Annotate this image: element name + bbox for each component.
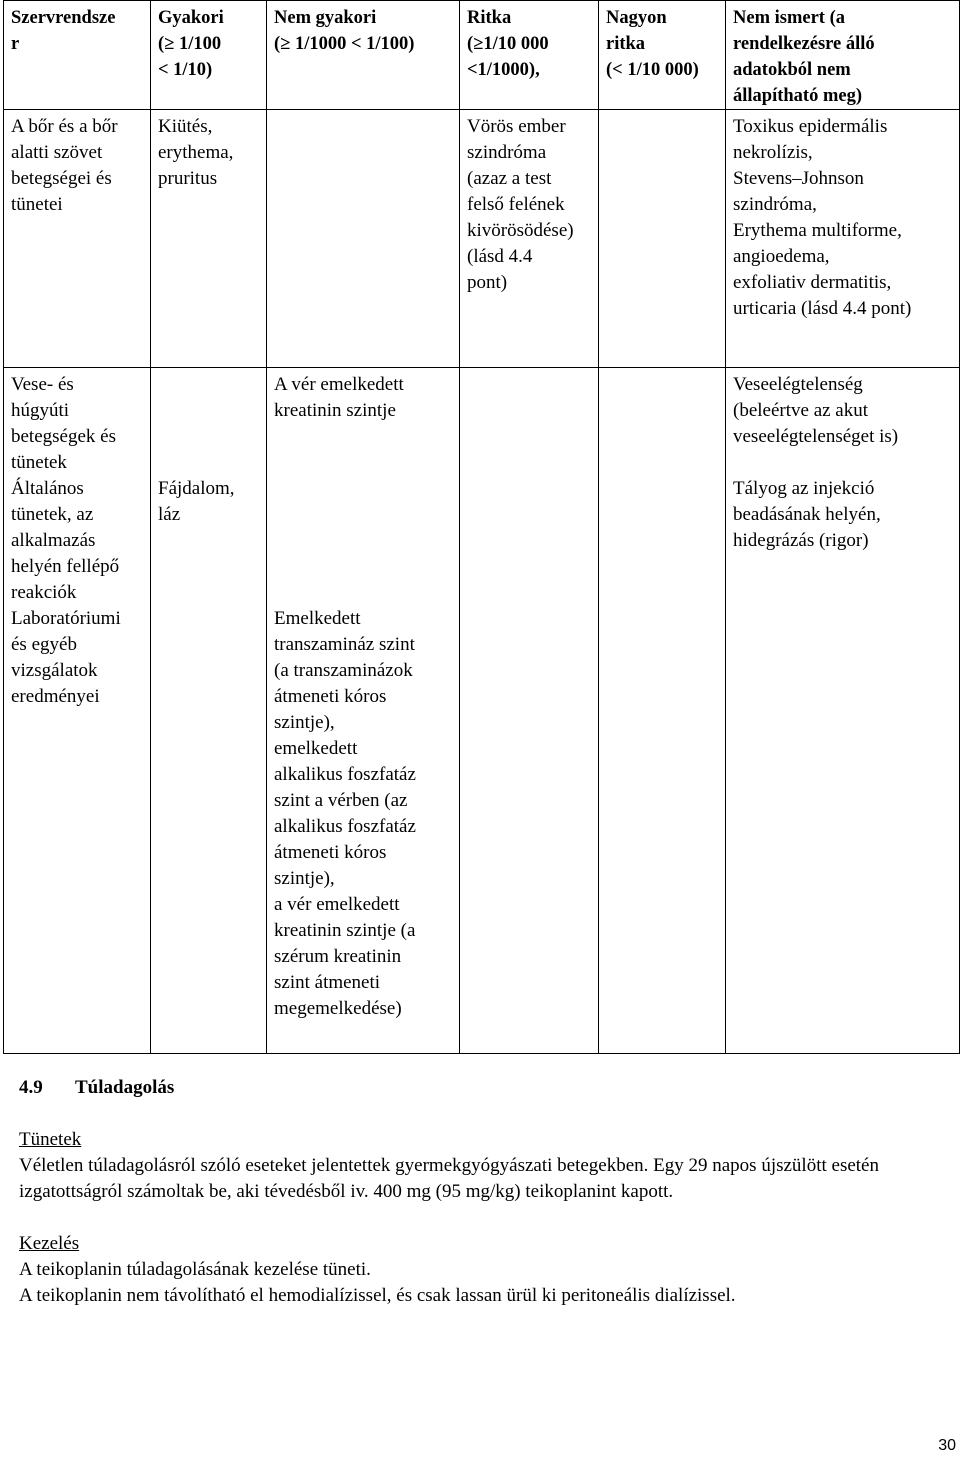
cell-rare bbox=[460, 368, 599, 1054]
cell-common bbox=[151, 368, 267, 1054]
symptoms-text: Véletlen túladagolásról szóló eseteket jelentettek gyermekgyógyászati betegekben. Egy 29 napos újszülött esetén izgatottságról számoltak be, aki tévedésből iv. 400 mg (95 mg/kg) teikoplanint kapott. bbox=[19, 1155, 879, 1202]
header-very-rare: Nagyon ritka (< 1/10 000) bbox=[599, 1, 726, 110]
uncommon-laboratory: Emelkedett transzamináz szint (a transzaminázok átmeneti kóros szintje), emelkedett alkalikus foszfatáz szint a vérben (az alkalikus foszfatáz átmeneti kóros szintje), a vér emelkedett kreatinin szintje (a szérum kreatinin szint átmeneti megemelkedése) bbox=[274, 608, 416, 1019]
symptoms-heading: Tünetek bbox=[19, 1129, 82, 1150]
cell-uncommon bbox=[267, 368, 460, 1054]
treatment-line-2: A teikoplanin nem távolítható el hemodialízissel, és csak lassan ürül ki peritoneális dialízissel. bbox=[19, 1285, 736, 1306]
cell-unknown: Toxikus epidermális nekrolízis, Stevens–Johnson szindróma, Erythema multiforme, angioedema, exfoliativ dermatitis, urticaria (lásd 4.4 pont) bbox=[726, 110, 960, 368]
organ-laboratory: Laboratóriumi és egyéb vizsgálatok eredményei bbox=[11, 608, 121, 707]
organ-general: Általános tünetek, az alkalmazás helyén fellépő reakciók bbox=[11, 478, 120, 603]
treatment-line-1: A teikoplanin túladagolásának kezelése tüneti. bbox=[19, 1259, 371, 1280]
header-uncommon: Nem gyakori (≥ 1/1000 < 1/100) bbox=[267, 1, 460, 110]
cell-uncommon bbox=[267, 110, 460, 368]
header-organ-class: Szervrendsze r bbox=[4, 1, 151, 110]
organ-renal: Vese- és húgyúti betegségek és tünetek bbox=[11, 374, 116, 473]
section-number: 4.9 bbox=[19, 1077, 43, 1098]
cell-very-rare bbox=[599, 110, 726, 368]
overdose-section bbox=[19, 1075, 939, 1309]
cell-unknown bbox=[726, 368, 960, 1054]
adverse-reactions-table bbox=[3, 0, 960, 1054]
section-heading bbox=[19, 1075, 939, 1101]
common-general: Fájdalom, láz bbox=[158, 478, 235, 525]
cell-very-rare bbox=[599, 368, 726, 1054]
adverse-reactions-table-container bbox=[3, 0, 959, 1049]
unknown-renal: Veseelégtelenség (beleértve az akut veseelégtelenséget is) bbox=[733, 374, 899, 447]
header-rare: Ritka (≥1/10 000 <1/1000), bbox=[460, 1, 599, 110]
cell-rare: Vörös ember szindróma (azaz a test felső felének kivörösödése) (lásd 4.4 pont) bbox=[460, 110, 599, 368]
uncommon-renal: A vér emelkedett kreatinin szintje bbox=[274, 374, 404, 421]
header-not-known: Nem ismert (a rendelkezésre álló adatokból nem állapítható meg) bbox=[726, 1, 960, 110]
unknown-general: Tályog az injekció beadásának helyén, hidegrázás (rigor) bbox=[733, 478, 881, 551]
cell-organ bbox=[4, 368, 151, 1054]
cell-common: Kiütés, erythema, pruritus bbox=[151, 110, 267, 368]
section-title: Túladagolás bbox=[75, 1077, 175, 1098]
table-row bbox=[4, 110, 960, 368]
treatment-heading: Kezelés bbox=[19, 1233, 80, 1254]
header-common: Gyakori (≥ 1/100 < 1/10) bbox=[151, 1, 267, 110]
cell-organ: A bőr és a bőr alatti szövet betegségei és tünetei bbox=[4, 110, 151, 368]
table-row bbox=[4, 368, 960, 1054]
table-header-row bbox=[4, 1, 960, 110]
page-number: 30 bbox=[938, 1437, 956, 1454]
